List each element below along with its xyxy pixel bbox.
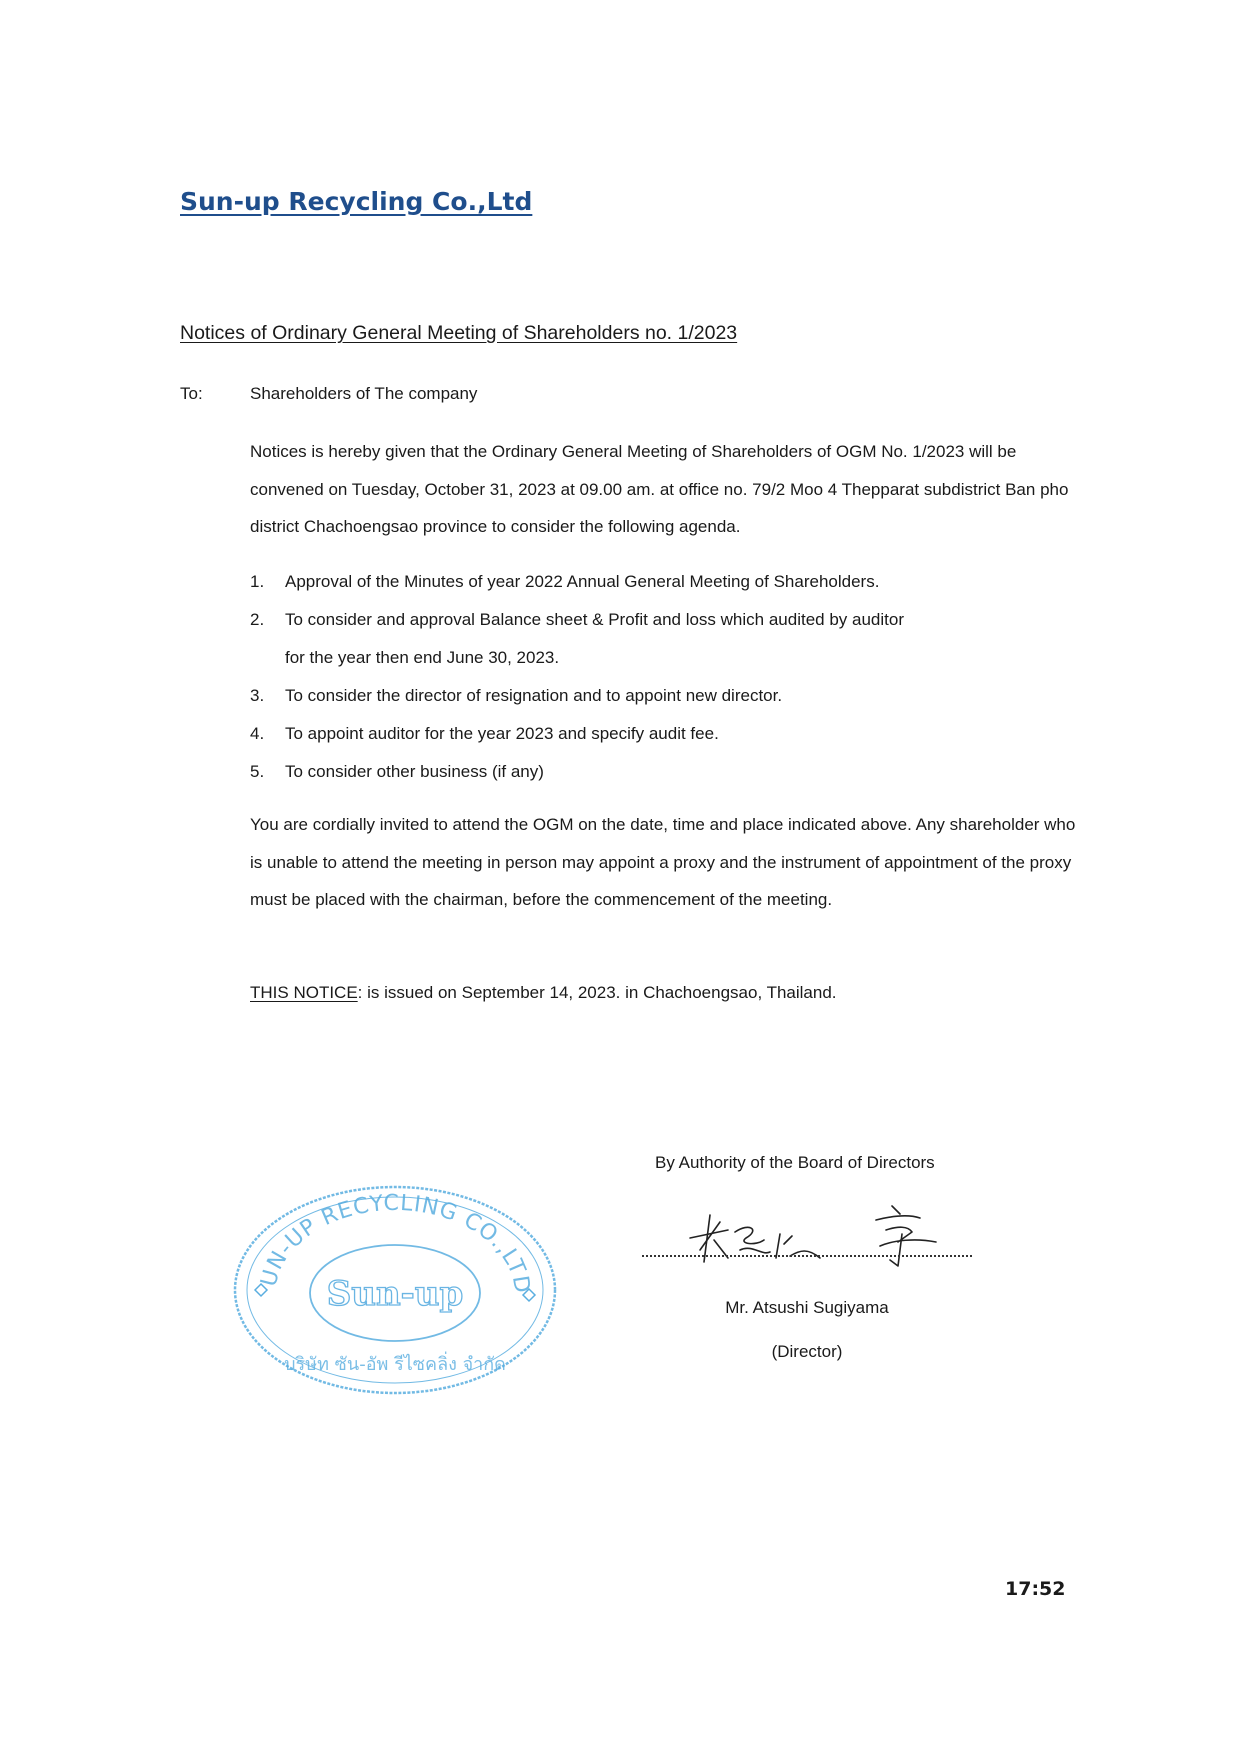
invitation-paragraph: You are cordially invited to attend the OGM on the date, time and place indicated above. Any shareholder who is unable to attend the meeting in person may appoint a proxy and the instrument of appointment of the proxy must be placed with the chairman, before the commencement of the meeting. [250, 815, 1076, 909]
authority-line: By Authority of the Board of Directors [655, 1153, 935, 1172]
company-stamp [225, 1175, 565, 1410]
stamp-seal-icon [225, 1175, 565, 1405]
to-label: To: [180, 384, 203, 403]
signature-icon [680, 1200, 950, 1270]
company-name: Sun-up Recycling Co.,Ltd [180, 187, 533, 216]
stamp-diamond-icon [255, 1284, 267, 1296]
notice-title: Notices of Ordinary General Meeting of Shareholders no. 1/2023 [180, 322, 738, 344]
agenda-number: 2. [250, 610, 265, 629]
agenda-item [250, 753, 1080, 791]
stamp-top-text: UN-UP RECYCLING CO.,LTD [256, 1190, 535, 1296]
issued-text: : is issued on September 14, 2023. in Chachoengsao, Thailand. [357, 983, 837, 1002]
stamp-bottom-text: บริษัท ซัน-อัพ รีไซคลิ่ง จำกัด [284, 1354, 506, 1375]
intro-paragraph: Notices is hereby given that the Ordinary General Meeting of Shareholders of OGM No. 1/2023 will be convened on Tuesday, October 31, 2023 at 09.00 am. at office no. 79/2 Moo 4 Thepparat subdistrict Ban pho district Chachoengsao province to consider the following agenda. [250, 442, 1069, 536]
agenda-item [250, 563, 1080, 601]
signer-title: (Director) [771, 1342, 843, 1361]
recipient: Shareholders of The company [250, 384, 478, 403]
agenda-list [250, 563, 1080, 791]
agenda-text: To consider the director of resignation and to appoint new director. [285, 686, 783, 705]
agenda-item [250, 601, 905, 677]
agenda-text: To consider other business (if any) [285, 762, 544, 781]
agenda-number: 1. [250, 572, 265, 591]
signer-name: Mr. Atsushi Sugiyama [725, 1298, 889, 1317]
agenda-text: To consider and approval Balance sheet & Profit and loss which audited by auditor for the year then end June 30, 2023. [285, 610, 904, 667]
agenda-item [250, 677, 1080, 715]
agenda-text: Approval of the Minutes of year 2022 Annual General Meeting of Shareholders. [285, 572, 880, 591]
agenda-text: To appoint auditor for the year 2023 and specify audit fee. [285, 724, 719, 743]
issued-label: THIS NOTICE [250, 983, 358, 1002]
stamp-center-text: Sun-up [326, 1274, 464, 1314]
agenda-item [250, 715, 1080, 753]
signature-line [642, 1255, 972, 1257]
signature [680, 1200, 950, 1275]
timestamp: 17:52 [1005, 1578, 1066, 1600]
agenda-number: 4. [250, 724, 265, 743]
agenda-number: 3. [250, 686, 265, 705]
agenda-number: 5. [250, 762, 265, 781]
issued-statement [250, 983, 837, 1003]
